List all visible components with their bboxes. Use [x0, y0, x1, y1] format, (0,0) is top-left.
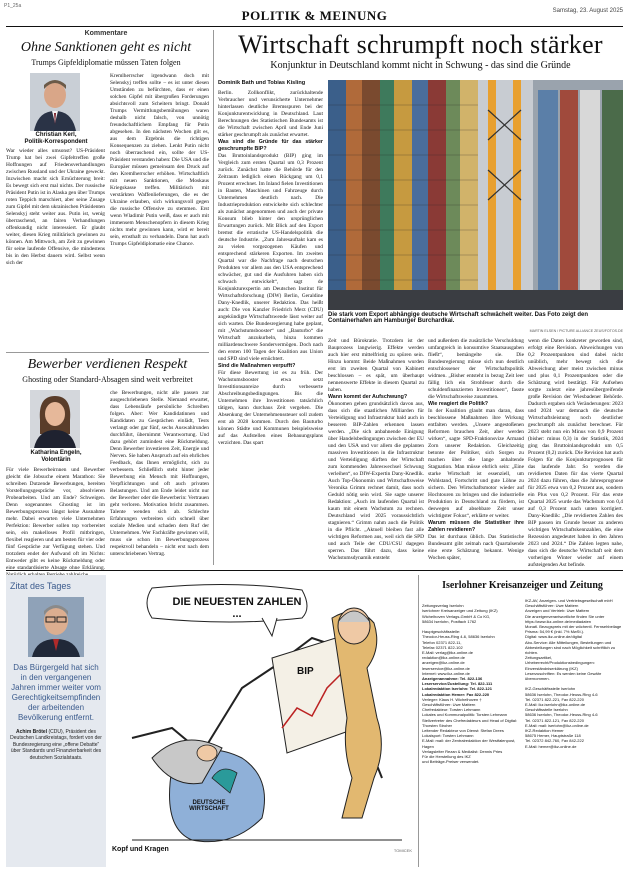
main-text-col2	[328, 338, 424, 565]
main-text-col4: wenn die Daten konkreter geworden sind, erfolgt eine Revision. Abweichungen von 0,2 Prozentpunkten sind dabei nicht unüblich, mehr bewegt sich die Abweichung aber meist zwischen minus und plus 0,1 Prozentpunkten oder die Schätzung wird bestätigt. Für Aufsehen sorgte zuletzt eine jahresübergreifende große Revision der Wiesbadener Behörde. Dadurch ergaben sich Veränderungen: 2023 und 2024 war demnach die deutsche Wirtschaftsleistung noch deutlicher geschrumpft als zunächst berechnet. Für 2023 steht nun ein Minus von 0,9 Prozent (bisher: minus 0,3) in der Statistik, 2024 ging das Bruttoinlandsprodukt um 0,5 Prozent (0,2) zurück. Die Revision hat auch Folgen für die Konjunkturprognosen für das laufende Jahr. So werden die revidierten Daten für das vierte Quartal 2024 dazu führen, dass die Jahresprognose für 2025 etwa von 0,2 Prozent aus, sondern ein Plus von 0,2 Prozent. Für das erste Quartal 2025 wurde das Wachstum von 0,4 auf 0,3 Prozent nach unten korrigiert. Dany-Knedlik: „Die revidierten Zahlen des BIP passen im Grunde besser zu anderen wichtigen Wirtschaftskennzahlen, die eine Rezession angedeutet haben in den Jahren 2023 und 2024.“ Die Zahlen legten nahe, dass sich die deutsche Wirtschaft seit dem vorherigen Winter wieder auf einem aufsteigenden Ast befinde.	[528, 338, 623, 568]
masthead-title: Iserlohner Kreisanzeiger und Zeitung	[442, 580, 603, 591]
main-text-col1	[218, 90, 323, 565]
quote-box	[6, 575, 106, 867]
question-5: Warum müssen die Statistiker ihre Zahlen revidieren?	[428, 520, 524, 533]
issue-date: Samstag, 23. August 2025	[552, 8, 623, 14]
main-headline: Wirtschaft schrumpft noch stärker	[238, 30, 603, 59]
commentary-author-name: Christian Kerl,	[35, 132, 77, 138]
main-col3-body2: In der Koalition glaubt man daran, dass beschlossene Maßnahmen ihre Wirkung entfalten werden. „Unsere angestoßenen Reformen brauchen Zeit, aber werden wirken“, sagte SPD-Fraktionsvize Armand Zorn unserer Redaktion. Gleichzeitig betonte der Politiker, sich Sorgen zu machen über die lange anhaltende Stagnation. Man müsse ehrlich sein: „Eine starke Wirtschaft ist essenziell, um Wohlstand, Fortschritt und gute Löhne zu sichern. Den Wirtschaftsmotor wieder auf Hochtouren zu bringen und die industrielle Produktion in Deutschland zu fördern, ist deswegen auf absehbare Zeit unser wichtigster Fokus“, erklärte er weiter.	[428, 408, 524, 519]
quote-text: Das Bürgergeld hat sich in den vergangenen Jahren immer weiter vom Gerechtigkeitsempfinden der arbeitenden Bevölkerung entfernt.	[11, 663, 101, 722]
quote-kicker: Zitat des Tages	[10, 581, 71, 591]
masthead-left-contact: Zeitungsverlag Iserlohn Iserlohner Kreisanzeiger und Zeitung (IKZ) Wichelhoven Verlags-GmbH & Co KG, 58634 Iserlohn, Postfach 1762 Hauptgeschäftsstelle: Theodor-Heuss-Ring 4-6, 58636 Iserlohn Telefon 02371 822-11, Telefax 02371 822-102 E-Mail: verlag@ikz-online.de redaktion@ikz-online.de anzeigen@ikz-online.de leserservice@ikz-online.de Internet: www.ikz-online.de	[422, 603, 498, 676]
commentary2-text-col2: che Bewerbungen, nicht alle passen zur ausgeschriebenen Stelle. Niemand erwartet, dass Lebensläufe persönliche Schreiben folgen. Aber: Wer Kandidatinnen und Kandidaten zu Gesprächen einlädt, Tests verlangt oder gar fünf, sechs Auswahlrunden durchführt, übernimmt Verantwortung. Und dazu gehört zumindest eine Rückmeldung. Denn Bewerber investieren Zeit, Energie und Nerven. Sie haben Anspruch auf ein ehrliches Feedback, das Ihnen ermöglicht, sich zu verbessern. Schließlich steht hinter jeder Bewerbung ein Mensch mit Hoffnungen, Verpflichtungen und oft auch privaten Belastungen. Und am Ende leidet nicht nur der Bewerber oder die Bewerberin: Vertrauen geht verloren. Motivation bricht zusammen. Talente wenden sich ab. Schlechte Erfahrungen verbreiten sich schnell über soziale Medien und schaden dem Ruf der Unternehmen. Wer Fachkräfte gewinnen will, muss sie schon im Bewerbungsprozess respektvoll behandeln – nicht erst nach dem unterschriebenen Vertrag.	[110, 390, 209, 557]
commentary-title: Ohne Sanktionen geht es nicht	[20, 40, 192, 55]
commentary-text-col2: Kremlherrscher irgendwann doch mit Selenskyj treffen sollte – es ist unter diesen Umständen zu befürchten, dass er einen solchen Gipfel mit übergroßen Forderungen absichtsvoll zum Scheitern bringt. Donald Trumps Vermittlungsbemühungen waren deshalb nicht falsch, von unnötig freundschaftlichem Empfang für Putin abgesehen. In den nächsten Wochen gilt es, aus dem Ergebnis die richtigen Konsequenzen zu ziehen. Lenkt Putin nicht noch überraschend ein, sollte der US-Präsident verstanden haben: Die USA und die Europäer müssen gemeinsam den Druck auf den Kremlherrscher erhöhen. Wirtschaftlich mit neuen Sanktionen, die Moskaus Kriegskasse treffen. Militärisch mit verstärkten Waffenlieferungen, die es der Ukraine erlauben, sich wirkungsvoll gegen die russische Offensive zu stemmen. Erst wenn Wladimir Putin weiß, dass er auch mit immensem Menschenopfern in diesem Krieg nichts mehr gewinnen kann, wird er bereit sein, ernsthaft zu verhandeln. Dann hat auch Trumps Gipfeldiplomatie eine Chance.	[110, 73, 209, 247]
masthead-phones: Anzeigenannahme: Tel. 822-136 Leserservice/Zustellung: Tel. 822-111 Lokalredaktion Iserlohn: Tel. 822-121 Lokalredaktion Hemer: Fax 822-220	[422, 676, 493, 697]
cartoon-figure-label: DEUTSCHE WIRTSCHAFT	[189, 800, 229, 812]
column-divider	[213, 30, 214, 565]
photo-credit: MARTIN ELSEN / PICTURE ALLIANCE ZEUS/FOTOS.DE	[529, 329, 623, 333]
commentary2-title: Bewerber verdienen Respekt	[27, 357, 188, 372]
main-authors: Dominik Bath und Tobias Kisling	[218, 80, 306, 86]
section-title: POLITIK & MEINUNG	[241, 8, 388, 23]
page-id: P1_25a	[4, 3, 22, 9]
question-4: Wie reagiert die Politik?	[428, 401, 488, 407]
commentary2-author-name: Katharina Engeln,	[30, 450, 82, 456]
main-subheadline: Konjunktur in Deutschland kommt nicht in Schwung - das sind die Gründe	[270, 60, 571, 71]
question-1: Was sind die Gründe für das stärker geschrumpfte BIP?	[218, 139, 323, 152]
main-col3-body: und außerdem die zusätzliche Verschuldung umfangreich in konsumtive Staatsausgaben fließt“, bemängelte sie. Die Bundesregierung müsse sich nun deutlich entschlossener der Wirtschaftspolitik widmen. „Bisher entsteht in bezug Zeit leer fällig lich ein Strohfeuer durch die schuldenfinanzierten Investitionen“, fasste die Wirtschaftsweise zusammen.	[428, 338, 524, 400]
author-photo-kerl	[30, 73, 80, 131]
masthead-divider	[418, 575, 419, 867]
cartoon	[112, 578, 412, 860]
commentary2-subtitle: Ghosting oder Standard-Absagen sind weit verbreitet	[22, 375, 193, 384]
main-intro: Berlin. Zollkonflikt, zurückhaltende Verbraucher und verunsicherte Unternehmer hinterlassen deutliche Bremsspuren bei der Konjunkturentwicklung in Deutschland. Laut Berechnungen des Statistischen Bundesamts ist die Wirtschaft zwischen April und Ende Juni stärker geschrumpft als zunächst erwartet.	[218, 90, 323, 138]
cartoon-speech: DIE NEUESTEN ZAHLEN ...	[172, 596, 302, 620]
cartoon-credit: TOMICEK	[393, 848, 412, 853]
main-col2-body2: Ökonomen gehen grundsätzlich davon aus, dass sich die staatlichen Milliarden für Verteidigung und Infrastruktur bald auch in besseren BIP-Zahlen erkennen lassen werden. „Die sich anbahnende Einigung über Handelsbedingungen zwischen der EU und den USA und vor allem die geplanten massiven Investitionen in die Infrastruktur und Verteidigung dürften der Wirtschaft zum kommenden Jahreswechsel Schwung verleihen“, so DIW-Expertin Dany-Knedlik. Auch Top-Ökonomin und Wirtschaftsweise Veronika Grimm rechnet damit, dass noch Geduld nötig sein wird. Sie sagte unserer Redaktion: „Auch im laufenden Quartal ist kaum mit einem Wachstum zu rechnen. Deutschland wird 2025 voraussichtlich stagnieren.“ Grimm nahm auch die Politik in die Pflicht. „Aktuell bleiben fast alle wichtigen Reformen aus, weil sich die SPD und auch Teile der CDU/CSU dagegen sperren. Das führt dazu, dass keine Wachstumsdynamik entsteht	[328, 401, 424, 561]
commentary-subtitle: Trumps Gipfeldiplomatie müssen Taten folgen	[31, 58, 181, 67]
question-2: Sind die Maßnahmen verpufft?	[218, 363, 296, 369]
main-text-col3	[428, 338, 524, 565]
question-3: Wann kommt der Aufschwung?	[328, 394, 408, 400]
masthead-left	[422, 598, 522, 868]
main-col1-end: Für diese Bewertung ist es zu früh. Der Wachstumsbooster etwa setzt Investitionsanreize durch verbesserte Abschreibungsbedingungen. Bis die Unternehmen ihre Investitionen tatsächlich tätigen, kann durchaus Zeit vergehen. Die Absenkung der Unternehmenssteuer soll zudem erst ab 2028 kommen. Durch den Bauturbo können Städte und Kommunen beispielsweise auf das Aufstellen eines Bebauungsplans verzichten. Das spart	[218, 370, 323, 446]
masthead-left-staff: Verleger: Klaus H. Wichelhoven † Geschäftsführer: Uwe Mattern Chefredakteur: Torsten Lehmann Lokales und Kommunalpolitik: Torsten Lehmann Stellvertreter des Chefredakteurs und Head of Digital: Thorsten Stroher Leitender Redakteur von Dienst: Stefan Drees Lokalsport: Torsten Lehmann E-Mail: mail: der Zentralredaktion der Westfalenpost, Hagen Verlagsleiter Rezan & Medialist: Dennis Pries Für die Herstellung des IKZ und Beiträge-Preiser verwendet.	[422, 696, 517, 765]
main-col1-body: Das Bruttoinlandsprodukt (BIP) ging im Vergleich zum ersten Quartal um 0,3 Prozent zurück. Zunächst hatte die Behörde für den Zeitraum lediglich einen Rückgang um 0,1 Prozent errechnet. Im Inland fielen Investitionen in Bauten, Maschinen und Fahrzeuge durch Unternehmen deutlich nach. Die Industrieproduktion entwickelte sich schlechter als zunächst angenommen und auch der private Konsum blieb hinter den ursprünglichen Erwartungen zurück. Mit Blick auf den Export bremst die erratische US-Handelspolitik die deutsche Industrie. „Zum Jahresauftakt kam es zu vielen vorgezogenen Käufen und entsprechend stärkeren Exporten. Im zweiten Quartal war die Nachfrage nach deutschen Produkten vor allem aus den USA entsprechend schwächer, gut und die Ausfuhren haben sich schwach entwickelt“, sagt de Konjunkturexpertin am Deutschen Institut für Wirtschaftsforschung (DIW) Berlin, Geraldine Dany-Knedlik, unserer Redaktion. Das heißt auch: Die von Kanzler Friedrich Merz (CDU) angekündigte Wirtschaftswende lässt weiter auf sich warten. Die Bundesregierung habe geplant, mit „Wachstumsbooster“ und „Bauturbo“ die Wirtschaft anzukurbeln, hinzu kommen milliardenschwere Sondervermögen. Doch nach den ersten 100 Tagen der Koalition aus Union und SPD sind viele ernüchtert.	[218, 153, 323, 362]
main-col2-body: Zeit und Bürokratie. Trotzdem ist der Bauprozess langwierig. Effekte werden auch hier erst mittelfristig zu spüren sein. Hinzu kommt: Beide Maßnahmen wurden erst im zweiten Quartal von Kabinett beschlossen – es spät, um überhaupt nennenswerte Effekte in diesem Quartal zu haben.	[328, 338, 424, 393]
quote-attribution	[6, 723, 106, 761]
commentary-text-col1: War wieder alles umsonst? US-Präsident Trump hat bei zwei Gipfeltreffen große Hoffnungen auf Friedensverhandlungen zwischen Russland und der Ukraine geweckt. Inzwischen macht sich Ernüchterung breit: Es bewegt sich erst mal nichts. Der russische Präsident Putin ist in Alaska gen über Trumps roten Teppich marschiert, aber seine Zusage zum Gipfel mit dem ukrainischen Präsidenten Selenskyj steht weiter aus. Putin ist, wenig überraschend, an fairen Verhandlungen offenkundig nicht interessiert. Er glaubt weiter, diesen Krieg militärisch gewinnen zu können. Am Mittwoch, am Zeit zu gewinnen für seine laufende Offensive, die mindestens bis in den Herbst dauern wird. Selbst wenn sich der	[6, 148, 105, 266]
photo-caption: Die stark vom Export abhängige deutsche Wirtschaft schwächelt weiter. Das Foto zeigt den Containerhafen am Hamburger Burchardkai.	[328, 312, 589, 324]
header-rule	[6, 26, 623, 27]
quote-attribution-name: Achim Brötel	[15, 729, 48, 735]
commentary2-author-role: Volontärin	[41, 457, 71, 463]
quote-photo	[28, 597, 84, 657]
masthead-right: IKZ-AV, Anzeigen- und Vertriebsgesellschaft mbH Geschäftsführer: Uwe Mattern Anzeigen und Vertrieb: Uwe Mattern Die anzeigenverantwortliche finden Sie unter https://www.ikz-online.de/mediadaten Monatl. Bezugspreis mit der wöchentl. Fernsehbeilage Prisma: 54,99 € (inkl. 7% MwSt.). Digital: www.ikz-online.de/digital Abo-Service: Alle Mitteilungen, Bestellungen und Abbestellungen sind nach Möglichkeit schriftlich zu richten. Zeitungsartikel, Urheberrecht/Produktionsbedingungen: Einverständniserklärung (IKZ) Leserzuschriften: Es werden keine Gewähr übernommen. IKZ-Geschäftsstelle Iserlohn 58636 Iserlohn, Theodor-Heuss-Ring 4-6 Tel. 02371 822-221, Fax 822-220 E-Mail: ikz.iserlohn@ikz-online.de Geschäftsstelle Iserlohn 58636 Iserlohn, Theodor-Heuss-Ring 4-6 Tel. 02371 822-121, Fax 822-220 E-Mail: mail: iserlohn@ikz-online.de IKZ-Redaktion Hemer 58675 Hemer, Hauptstraße 118 Tel. 02372 842-760, Fax 842-222 E-Mail: hemer@ikz-online.de	[525, 598, 622, 749]
commentary-author-role: Politik-Korrespondent	[24, 139, 88, 145]
container-port-photo	[328, 80, 623, 310]
author-photo-engeln	[30, 390, 80, 448]
commentary2-text-col1: Für viele Bewerbeirnnen und Bewerber gleicht die Jobsuche einem Marathon: Sie schreiben Dutzende Bewerbungen, bereiten Vorstellungsgespräche vor, absolvieren Probearbeiten. Und am Ende? Schweigen. Denn sogenanntes Ghosting ist im Bewerbungsprozess längst keine Ausnahme mehr. Dabei erwarten viele Unternehmen Perfektion: Bewerber sollen top vorbereitet sein, ein makelloses Profil mitbringen, flexibel reagieren und am besten für vier oder fünf Gespräche zur Verfügung stehen. Und trotzdem endet der Aufwand oft im Nichts: Entweder gibt es keine Rückmeldung oder eine standardisierte Absage ohne Erklärung.	[6, 467, 105, 571]
quote-attribution-text: (CDU), Präsident des Deutschen Landkreistags, fordert von der Bundesregierung eine „offene Debatte“ über Standards und Finanzierbarkeit des deutschen Sozialstaats.	[10, 729, 102, 761]
bottom-section-rule	[6, 570, 623, 571]
commentary-kicker: Kommentare	[84, 30, 128, 37]
divider	[6, 352, 209, 353]
cartoon-bip-label: BIP	[297, 666, 314, 677]
cartoon-caption: Kopf und Kragen	[112, 846, 169, 853]
main-col3-body3: Das ist durchaus üblich. Das Statistische Bundesamt gibt zeitnah nach Quartalsende eine erste Schätzung bekannt. Wenige Wochen später,	[428, 534, 524, 561]
